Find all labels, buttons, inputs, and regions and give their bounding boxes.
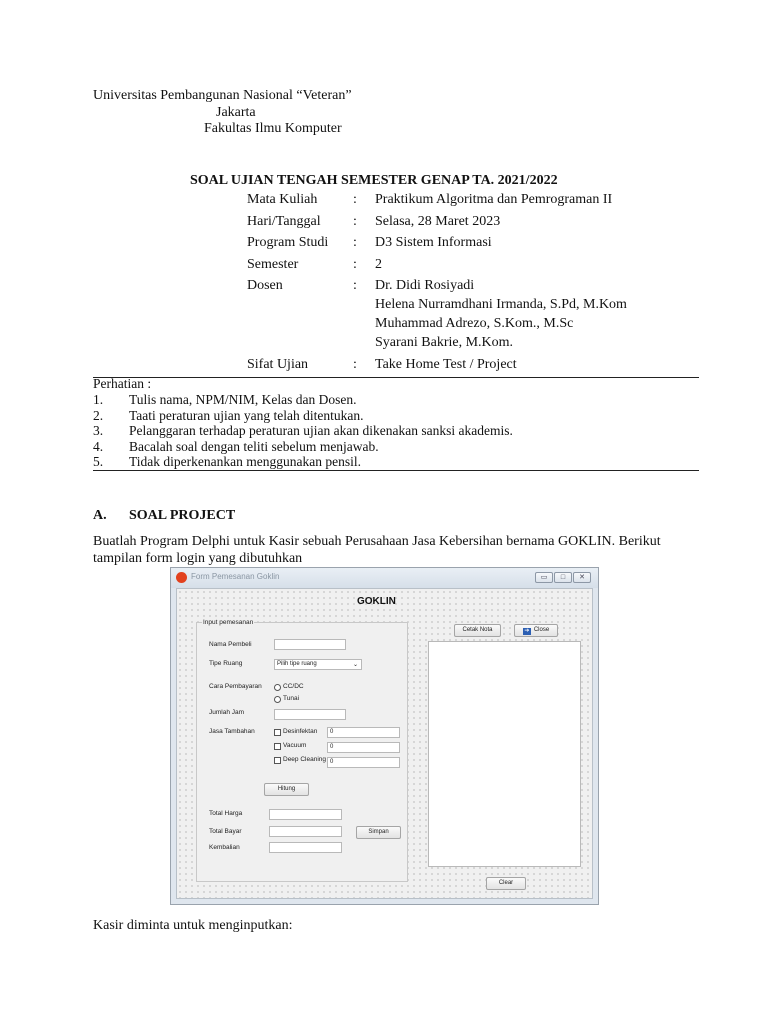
label-total-harga: Total Harga [209,810,243,817]
check-desinfektan[interactable] [274,729,281,736]
attention-item-text: Tidak diperkenankan menggunakan pensil. [129,454,361,469]
close-button[interactable] [514,624,558,637]
window-titlebar [171,568,598,588]
info-value: Praktikum Algoritma dan Pemrograman II [375,192,613,207]
cetak-nota-button[interactable]: Cetak Nota [454,624,501,637]
close-button-label: Close [533,627,550,633]
section-paragraph-line1: Buatlah Program Delphi untuk Kasir sebuah Perusahaan Jasa Kebersihan bernama GOKLIN. Berikut [93,534,661,549]
info-value: Selasa, 28 Maret 2023 [375,214,501,229]
window-close-button[interactable]: ✕ [573,572,591,583]
check-deep-cleaning-label: Deep Cleaning [283,756,327,763]
vacuum-input[interactable]: 0 [327,742,400,753]
info-value: Muhammad Adrezo, S.Kom., M.Sc [375,316,574,331]
section-title: SOAL PROJECT [129,508,236,523]
tipe-ruang-select[interactable] [274,659,362,670]
info-separator: : [353,357,357,372]
check-vacuum-label: Vacuum [283,742,307,749]
attention-item-number: 3. [93,423,104,438]
nota-memo[interactable] [428,641,581,867]
minimize-button[interactable]: ▭ [535,572,553,583]
deep-cleaning-input[interactable]: 0 [327,757,400,768]
app-icon [176,572,187,583]
radio-ccdc[interactable] [274,684,281,691]
label-cara-pembayaran: Cara Pembayaran [209,683,262,690]
info-value: 2 [375,257,382,272]
info-label: Semester [247,257,299,272]
radio-tunai[interactable] [274,696,281,703]
radio-ccdc-label: CC/DC [283,683,304,690]
attention-title: Perhatian : [93,376,152,391]
form-heading: GOKLIN [357,596,396,607]
section-letter: A. [93,508,107,523]
attention-item-number: 4. [93,438,104,454]
desinfektan-input[interactable]: 0 [327,727,400,738]
attention-item-text: Bacalah soal dengan teliti sebelum menjawab. [129,438,379,454]
label-jasa-tambahan: Jasa Tambahan [209,728,255,735]
info-value: Helena Nurramdhani Irmanda, S.Pd, M.Kom [375,297,627,312]
faculty-name: Fakultas Ilmu Komputer [204,121,342,136]
info-label: Mata Kuliah [247,192,318,207]
attention-item-number: 2. [93,407,104,423]
attention-item-text: Taati peraturan ujian yang telah ditentukan. [129,407,364,423]
info-separator: : [353,235,357,250]
chevron-down-icon: ⌄ [352,662,358,668]
total-bayar-input[interactable] [269,826,342,837]
tipe-ruang-value: Pilih tipe ruang [277,661,317,667]
info-label: Program Studi [247,235,329,250]
divider-bottom [93,470,699,471]
divider-top [93,377,699,378]
label-total-bayar: Total Bayar [209,828,242,835]
info-label: Dosen [247,278,283,293]
clear-button[interactable]: Clear [486,877,526,890]
attention-item-number: 1. [93,392,104,407]
section-paragraph-line2: tampilan form login yang dibutuhkan [93,551,303,566]
footer-text: Kasir diminta untuk menginputkan: [93,918,293,933]
info-separator: : [353,257,357,272]
arrow-right-icon: ➔ [524,628,530,634]
attention-item-text: Tulis nama, NPM/NIM, Kelas dan Dosen. [129,392,357,407]
info-separator: : [353,278,357,293]
label-kembalian: Kembalian [209,844,240,851]
label-tipe-ruang: Tipe Ruang [209,660,243,667]
group-label: Input pemesanan [203,619,254,626]
exam-title: SOAL UJIAN TENGAH SEMESTER GENAP TA. 2021/2022 [190,173,558,188]
label-jumlah-jam: Jumlah Jam [209,709,245,716]
university-name: Universitas Pembangunan Nasional “Veteran” [93,88,352,103]
total-harga-input[interactable] [269,809,342,820]
jumlah-jam-input[interactable] [274,709,346,720]
check-desinfektan-label: Desinfektan [283,728,318,735]
attention-item-text: Pelanggaran terhadap peraturan ujian akan dikenakan sanksi akademis. [129,423,513,438]
info-value: Dr. Didi Rosiyadi [375,278,475,293]
input-group [196,619,408,882]
form-screenshot [170,567,599,905]
hitung-button[interactable]: Hitung [264,783,309,796]
radio-tunai-label: Tunai [283,695,300,702]
info-separator: : [353,214,357,229]
label-nama-pembeli: Nama Pembeli [209,641,252,648]
kembalian-input[interactable] [269,842,342,853]
nama-pembeli-input[interactable] [274,639,346,650]
simpan-button[interactable]: Simpan [356,826,401,839]
info-value: Take Home Test / Project [375,357,517,372]
window-title: Form Pemesanan Goklin [191,572,280,581]
attention-item-number: 5. [93,454,104,469]
university-city: Jakarta [216,105,256,120]
check-vacuum[interactable] [274,743,281,750]
check-deep-cleaning[interactable] [274,757,281,764]
maximize-button[interactable]: □ [554,572,572,583]
info-label: Hari/Tanggal [247,214,321,229]
info-value: D3 Sistem Informasi [375,235,492,250]
info-separator: : [353,192,357,207]
info-label: Sifat Ujian [247,357,309,372]
form-client-area [176,588,593,899]
info-value: Syarani Bakrie, M.Kom. [375,335,514,350]
